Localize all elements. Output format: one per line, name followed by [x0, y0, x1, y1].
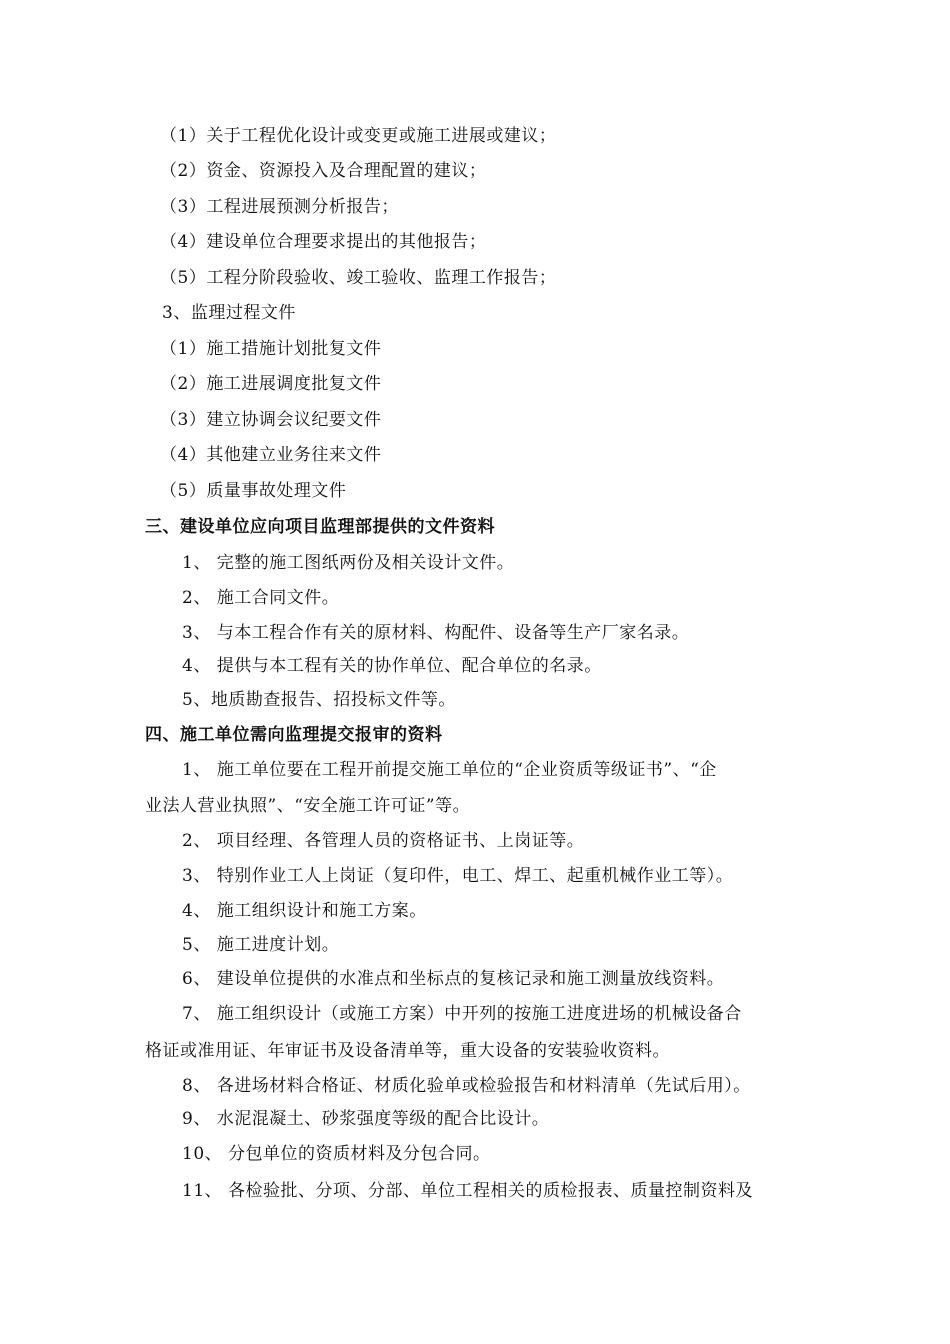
list-item: 6、 建设单位提供的水准点和坐标点的复核记录和施工测量放线资料。 — [182, 969, 725, 989]
list-item: 5、地质勘查报告、招投标文件等。 — [182, 690, 456, 710]
list-item: 1、 完整的施工图纸两份及相关设计文件。 — [182, 553, 515, 573]
list-item: 3、 与本工程合作有关的原材料、构配件、设备等生产厂家名录。 — [182, 623, 690, 643]
section-heading: 三、建设单位应向项目监理部提供的文件资料 — [145, 517, 495, 537]
list-item: 4、 提供与本工程有关的协作单位、配合单位的名录。 — [182, 656, 602, 676]
section-title: 3、监理过程文件 — [162, 303, 296, 323]
list-item: 4、 施工组织设计和施工方案。 — [182, 901, 427, 921]
list-item: 8、 各进场材料合格证、材质化验单或检验报告和材料清单（先试后用）。 — [182, 1076, 751, 1096]
list-item: （3）工程进展预测分析报告； — [160, 197, 399, 217]
section-heading: 四、施工单位需向监理提交报审的资料 — [145, 725, 443, 745]
list-item: （4）建设单位合理要求提出的其他报告； — [160, 232, 487, 252]
list-item: 3、 特别作业工人上岗证（复印件，电工、焊工、起重机械作业工等）。 — [182, 866, 734, 886]
list-item: 9、 水泥混凝土、砂浆强度等级的配合比设计。 — [182, 1109, 550, 1129]
list-item: （2）资金、资源投入及合理配置的建议； — [160, 161, 487, 181]
list-item: 2、 施工合同文件。 — [182, 588, 340, 608]
list-item: 1、 施工单位要在工程开前提交施工单位的“企业资质等级证书”、“企 — [182, 760, 717, 780]
list-item: （1）关于工程优化设计或变更或施工进展或建议； — [160, 126, 557, 146]
list-item: 10、 分包单位的资质材料及分包合同。 — [182, 1144, 491, 1164]
list-item: 5、 施工进度计划。 — [182, 935, 340, 955]
list-item: 7、 施工组织设计（或施工方案）中开列的按施工进度进场的机械设备合 — [182, 1004, 742, 1024]
list-item: （4）其他建立业务往来文件 — [160, 445, 382, 465]
list-item: 2、 项目经理、各管理人员的资格证书、上岗证等。 — [182, 831, 585, 851]
list-item: （1）施工措施计划批复文件 — [160, 339, 382, 359]
list-item: （5）工程分阶段验收、竣工验收、监理工作报告； — [160, 268, 557, 288]
list-item: 11、 各检验批、分项、分部、单位工程相关的质检报表、质量控制资料及 — [182, 1181, 754, 1201]
list-item-continuation: 业法人营业执照”、“安全施工许可证”等。 — [145, 796, 471, 816]
list-item: （5）质量事故处理文件 — [160, 481, 347, 501]
list-item-continuation: 格证或准用证、年审证书及设备清单等，重大设备的安装验收资料。 — [145, 1041, 670, 1061]
list-item: （2）施工进展调度批复文件 — [160, 374, 382, 394]
list-item: （3）建立协调会议纪要文件 — [160, 410, 382, 430]
